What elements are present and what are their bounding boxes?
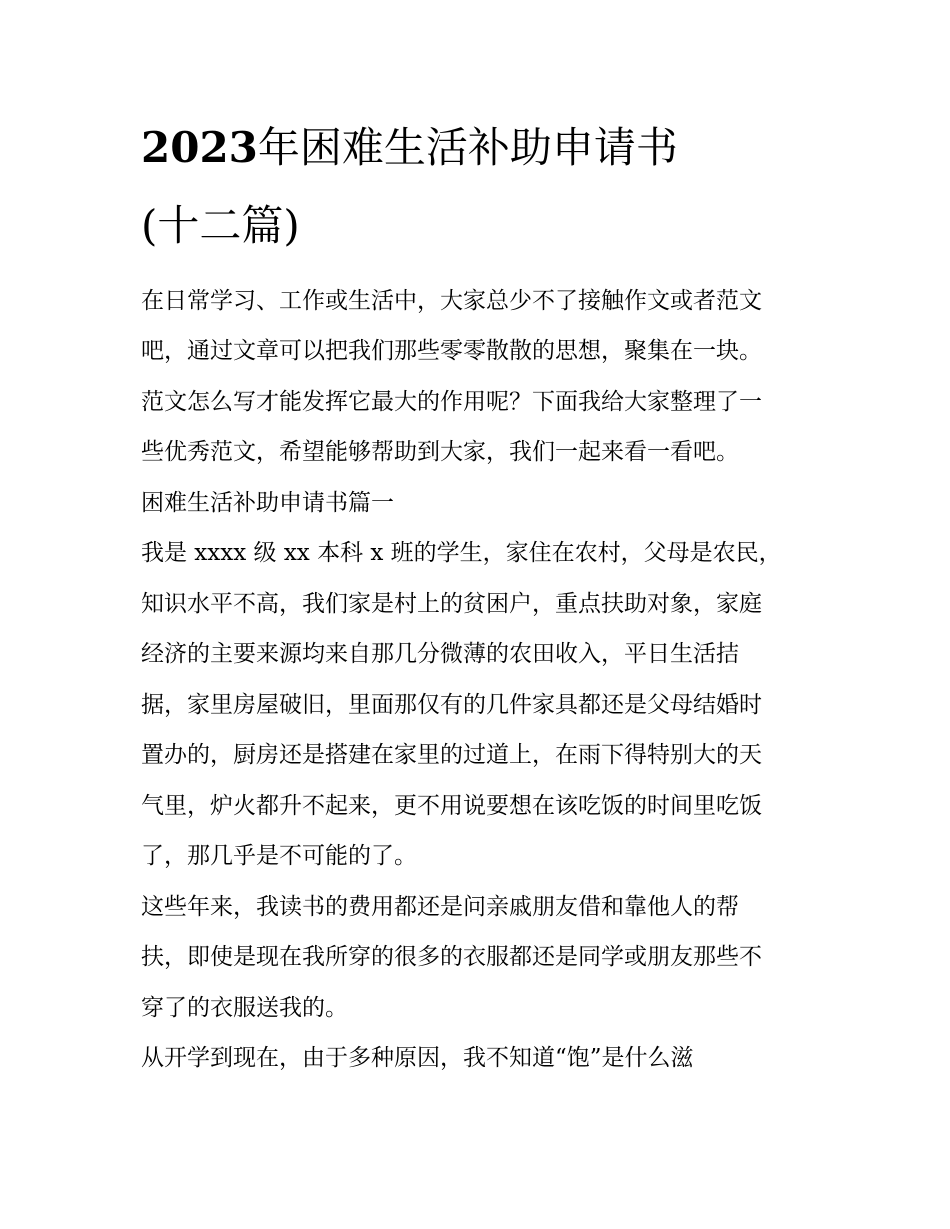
paragraph-line: 据，家里房屋破旧，里面那仅有的几件家具都还是父母结婚时 bbox=[141, 692, 762, 718]
document-title-line-1 bbox=[141, 108, 821, 188]
paragraph-line: 扶，即使是现在我所穿的很多的衣服都还是同学或朋友那些不 bbox=[141, 944, 762, 970]
document-title-line-2: (十二篇) bbox=[141, 201, 300, 250]
paragraph-line: 了，那几乎是不可能的了。 bbox=[141, 843, 417, 869]
paragraph-line: 置办的，厨房还是搭建在家里的过道上，在雨下得特别大的天 bbox=[141, 742, 762, 768]
paragraph-line: 吧，通过文章可以把我们那些零零散散的思想，聚集在一块。 bbox=[141, 338, 762, 364]
paragraph-line: 穿了的衣服送我的。 bbox=[141, 995, 348, 1021]
paragraph-line: 知识水平不高，我们家是村上的贫困户，重点扶助对象，家庭 bbox=[141, 591, 762, 617]
section-heading: 困难生活补助申请书篇一 bbox=[141, 490, 394, 516]
paragraph-line: 在日常学习、工作或生活中，大家总少不了接触作文或者范文 bbox=[141, 288, 762, 314]
paragraph-line: 经济的主要来源均来自那几分微薄的农田收入，平日生活拮 bbox=[141, 641, 739, 667]
title-text: 年困难生活补助申请书 bbox=[257, 123, 678, 172]
paragraph-line: 这些年来，我读书的费用都还是问亲戚朋友借和靠他人的帮 bbox=[141, 894, 739, 920]
title-year: 2023 bbox=[141, 123, 258, 172]
paragraph-line: 些优秀范文，希望能够帮助到大家，我们一起来看一看吧。 bbox=[141, 439, 739, 465]
paragraph-line: 范文怎么写才能发挥它最大的作用呢？下面我给大家整理了一 bbox=[141, 389, 762, 415]
paragraph-line: 气里，炉火都升不起来，更不用说要想在该吃饭的时间里吃饭 bbox=[141, 793, 762, 819]
paragraph-line: 我是 xxxx 级 xx 本科 x 班的学生，家住在农村，父母是农民， bbox=[141, 540, 782, 566]
paragraph-line: 从开学到现在，由于多种原因，我不知道“饱”是什么滋 bbox=[141, 1045, 694, 1071]
